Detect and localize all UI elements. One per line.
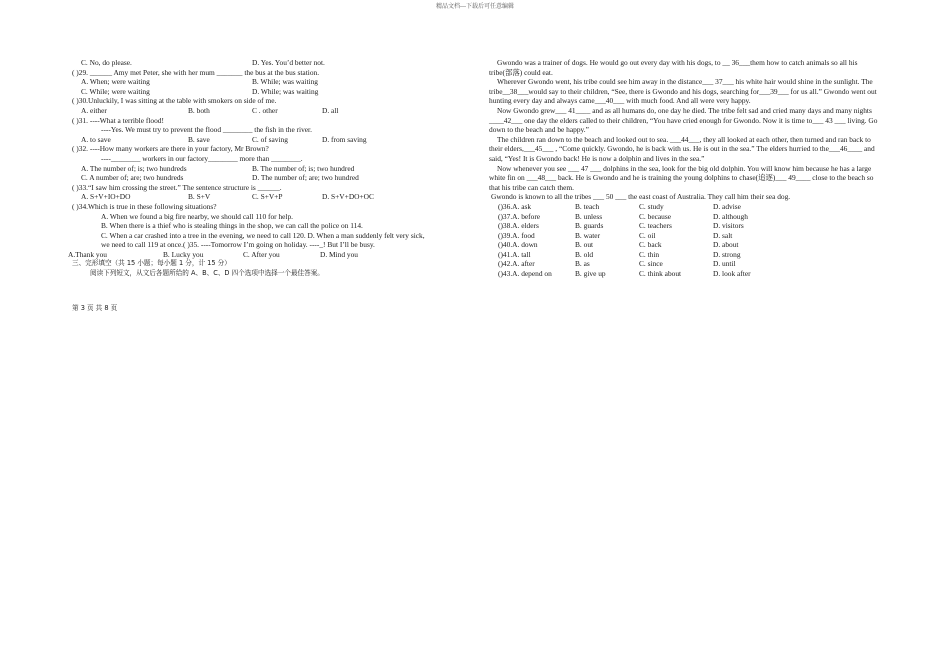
answer-option: D. salt — [713, 230, 733, 240]
page-header: 精品文档---下载后可任意编辑 — [436, 4, 514, 10]
option-b: B. S+V — [188, 192, 211, 202]
answer-row — [498, 212, 783, 222]
answer-option: C. back — [639, 240, 662, 250]
answer-option: ()36.A. ask — [498, 201, 532, 211]
option-d: D. all — [322, 105, 339, 115]
option-a: A. When; were waiting — [81, 77, 150, 87]
option-a: A. to save — [81, 134, 111, 144]
q28-options — [72, 58, 432, 68]
question-31-reply: ----Yes. We must try to prevent the flood ________ the fish in the river. — [101, 125, 312, 135]
option-a: A.Thank you — [68, 249, 107, 259]
option-b: B. The number of; is; two hundred — [252, 163, 355, 173]
question-34-b: B. When there is a thief who is stealing things in the shop, we can call the police on 114. — [101, 221, 363, 231]
answer-option: C. since — [639, 259, 663, 269]
question-32: ( )32. ----How many workers are there in your factory, Mr Brown? — [72, 144, 269, 154]
question-34-c-and-35: C. When a car crashed into a tree in the evening, we need to call 120. D. When a man suddenly felt very sick, we need to call 119 at once.( )35. ----Tomorrow I’m going on holiday. ----_! But I’ll be busy. — [101, 230, 425, 250]
question-33: ( )33.“I saw him crossing the street.” The sentence structure is ______. — [72, 182, 282, 192]
question-29: ( )29. ______ Amy met Peter, she with her mum _______ the bus at the bus station. — [72, 67, 320, 77]
answer-option: C. teachers — [639, 221, 672, 231]
left-column — [68, 58, 432, 279]
answer-option: D. until — [713, 259, 736, 269]
answer-option: ()40.A. down — [498, 240, 538, 250]
answer-option: ()38.A. elders — [498, 221, 539, 231]
answer-option: D. about — [713, 240, 739, 250]
option-c: C. S+V+P — [252, 192, 283, 202]
answer-option: C. oil — [639, 230, 656, 240]
answer-row — [498, 250, 783, 260]
option-b: B. save — [188, 134, 210, 144]
question-34-a: A. When we found a big fire nearby, we should call 110 for help. — [101, 211, 294, 221]
q29-options-2 — [72, 87, 432, 97]
answer-option: C. think about — [639, 269, 682, 279]
answer-option: ()42.A. after — [498, 259, 535, 269]
option-b: B. both — [188, 105, 210, 115]
passage-paragraph-6: Gwondo is known to all the tribes ___ 50 ___ the east coast of Australia. They call him their sea dog. — [491, 192, 791, 202]
option-c: C . other — [252, 105, 278, 115]
section-3-title: 三、完形填空（共 15 小题；每小题 1 分，计 15 分） — [72, 259, 231, 268]
answer-option: ()39.A. food — [498, 230, 535, 240]
answer-option: B. out — [575, 240, 594, 250]
option-a: A. S+V+IO+DO — [81, 192, 131, 202]
answer-option: B. water — [575, 230, 601, 240]
option-c: C. After you — [243, 249, 280, 259]
answer-option: ()41.A. tall — [498, 249, 531, 259]
option-c: C. While; were waiting — [81, 86, 150, 96]
section-3-instructions: 阅读下列短文，从文后各题所给的 A、B、C、D 四个选项中选择一个最佳答案。 — [90, 269, 324, 278]
answer-option: ()43.A. depend on — [498, 269, 552, 279]
answer-option: C. study — [639, 201, 664, 211]
option-d: D. The number of; are; two hundred — [252, 173, 359, 183]
answer-option: C. thin — [639, 249, 660, 259]
option-c: C. A number of; are; two hundreds — [81, 173, 184, 183]
q30-options — [72, 106, 432, 116]
q32-options-2 — [72, 173, 432, 183]
answer-option: D. look after — [713, 269, 751, 279]
q32-options — [72, 164, 432, 174]
option-a: A. either — [81, 105, 107, 115]
q31-options — [72, 135, 432, 145]
question-31: ( )31. ----What a terrible flood! — [72, 115, 164, 125]
answer-option: B. guards — [575, 221, 604, 231]
option-d: D. Mind you — [320, 249, 358, 259]
question-30: ( )30.Unluckily, I was sitting at the table with smokers on side of me. — [72, 96, 277, 106]
passage-paragraph-3: Now Gwondo grew___ 41____ and as all humans do, one day he died. The tribe felt sad and cried many days and many nights ____42___ one day the elders called to their children, “You have cried enough for Gwondo. Now it is time to___ 43 ___ living. Go down to the beach and be happy.” — [489, 105, 878, 135]
option-b: B. While; was waiting — [252, 77, 318, 87]
question-34: ( )34.Which is true in these following situations? — [72, 201, 217, 211]
option-d: D. While; was waiting — [252, 86, 319, 96]
answer-option: D. strong — [713, 249, 741, 259]
answer-row — [498, 221, 783, 231]
option-c: C. No, do please. — [81, 58, 132, 67]
answer-options-table — [498, 202, 783, 279]
q33-options — [72, 192, 432, 202]
answer-option: C. because — [639, 211, 672, 221]
passage-paragraph-2: Wherever Gwondo went, his tribe could see him away in the distance___ 37___ his white hair would shine in the sunlight. The tribe__38___would say to their children, “See, there is Gwondo and his dogs, searching for___39___ for us all.” Gwondo went out hunting every day and always came___40___ with much food. And all were very happy. — [489, 77, 877, 106]
answer-option: B. give up — [575, 269, 606, 279]
option-c: C. of saving — [252, 134, 288, 144]
passage-paragraph-4: The children ran down to the beach and looked out to sea. ___44___, they all looked at each other, then turned and ran back to their elders,___45___ , “Come quickly. Gwondo, he is back with us. He is out in the sea.” The elders hurried to the___46____ and said, “Yes! It is Gwondo back! He is now a dolphin and lives in the sea.” — [489, 134, 875, 163]
question-32-reply: ----________ workers in our factory________ more than ________. — [101, 153, 303, 163]
answer-option: B. as — [575, 259, 590, 269]
answer-option: D. visitors — [713, 221, 744, 231]
answer-row — [498, 240, 783, 250]
q29-options — [72, 77, 432, 87]
option-d: D. S+V+DO+OC — [322, 192, 374, 202]
right-column — [489, 58, 879, 279]
answer-option: D. although — [713, 211, 748, 221]
answer-option: ()37.A. before — [498, 211, 541, 221]
option-a: A. The number of; is; two hundreds — [81, 163, 187, 173]
option-b: B. Lucky you — [163, 249, 204, 259]
answer-option: B. old — [575, 249, 594, 259]
answer-row — [498, 269, 783, 279]
answer-option: B. teach — [575, 201, 600, 211]
answer-option: D. advise — [713, 201, 741, 211]
answer-row — [498, 202, 783, 212]
answer-row — [498, 231, 783, 241]
option-d: D. Yes. You’d better not. — [252, 58, 325, 67]
answer-row — [498, 259, 783, 269]
answer-option: B. unless — [575, 211, 603, 221]
passage-paragraph-1: Gwondo was a trainer of dogs. He would go out every day with his dogs, to __ 36___them how to catch animals so all his tribe(部落) could eat. — [489, 58, 858, 77]
option-d: D. from saving — [322, 134, 367, 144]
page-footer: 第 3 页 共 8 页 — [72, 304, 118, 312]
passage-paragraph-5: Now whenever you see ___ 47 ___ dolphins in the sea, look for the big old dolphin. You will know him because he has a large white fin on ___48___ back. He is Gwondo and he is training the young dolphins to chase(追逐)___ 49____ close to the beach so that his tribe can catch them. — [489, 163, 874, 192]
